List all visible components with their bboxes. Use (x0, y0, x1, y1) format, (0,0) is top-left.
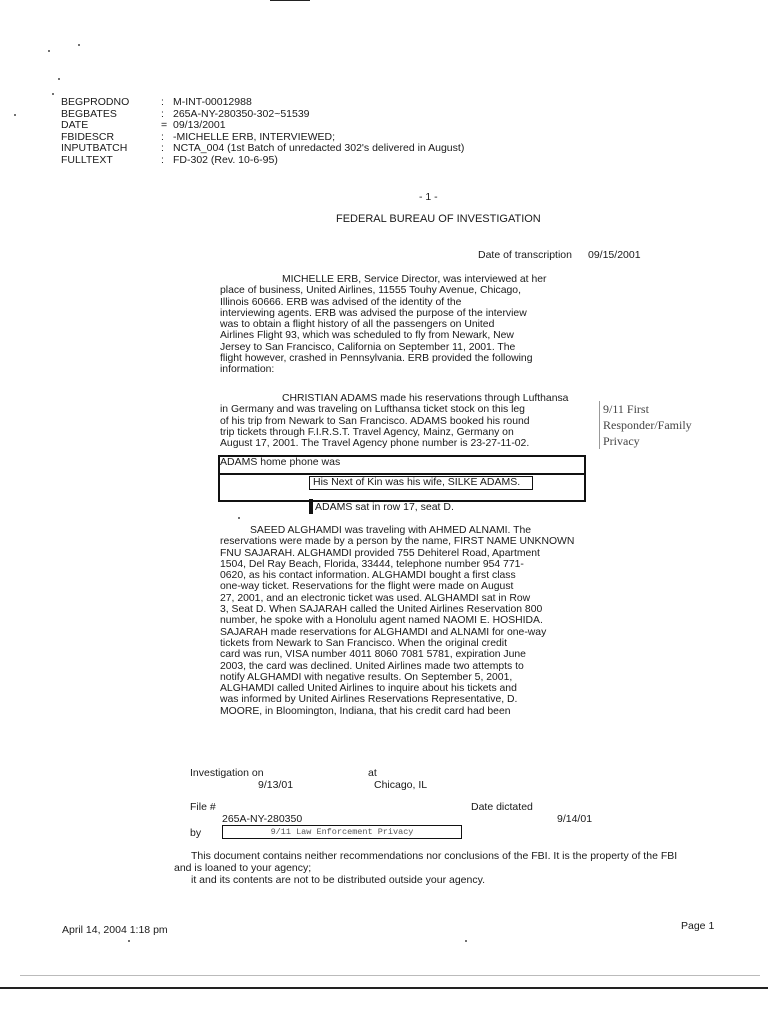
scan-speck (48, 50, 50, 52)
investigation-date: 9/13/01 (258, 779, 294, 791)
adams-seat: ADAMS sat in row 17, seat D. (315, 501, 454, 513)
redaction-box-seat (309, 499, 313, 514)
meta-value: NCTA_004 (1st Batch of unredacted 302's delivered in August) (173, 142, 465, 154)
scan-speck (52, 93, 54, 95)
file-label: File # (190, 801, 216, 813)
by-redaction (222, 825, 462, 839)
adams-next-of-kin: His Next of Kin was his wife, SILKE ADAMS. (313, 476, 521, 488)
scan-top-rule (270, 0, 310, 1)
scan-bottom-rule (20, 975, 760, 976)
meta-value: -MICHELLE ERB, INTERVIEWED; (173, 130, 336, 143)
location: Chicago, IL (374, 779, 428, 791)
scan-speck (128, 940, 130, 942)
meta-label: DATE (61, 119, 89, 131)
meta-row (61, 155, 278, 167)
paragraph-erb-interview: MICHELLE ERB, Service Director, was interviewed at her place of business, United Airlines, 11555 Touhy Avenue, Chicago, Illinois 60666. ERB was advised of the identity of the interviewing agents. ERB was advised the purpose of the interview was to obtain a flight history of all the passengers on United Airlines Flight 93, which was scheduled to fly from Newark, New Jersey to San Francisco, California on September 11, 2001. The flight however, crashed in Pennsylvania. ERB provided the following information: (220, 274, 547, 376)
print-page-number: Page 1 (681, 920, 715, 932)
meta-separator: : (161, 130, 164, 143)
scan-speck (14, 114, 16, 116)
file-number: 265A-NY-280350 (222, 813, 303, 825)
paragraph-adams: CHRISTIAN ADAMS made his reservations through Lufthansa in Germany and was traveling on Lufthansa ticket stock on this leg of his trip from Newark to San Francisco. ADAMS booked his round trip tickets through F.I.R.S.T. Travel Agency, Mainz, Germany on August 17, 2001. The Travel Agency phone number is 23-27-11-02. (220, 393, 569, 450)
scan-speck (465, 940, 467, 942)
meta-separator: : (161, 153, 164, 166)
agency-title: FEDERAL BUREAU OF INVESTIGATION (336, 213, 541, 225)
disclaimer-line: This document contains neither recommendations nor conclusions of the FBI. It is the property of the FBI (191, 850, 678, 862)
redaction-note-line: Responder/Family (603, 418, 692, 432)
transcription-date: 09/15/2001 (588, 249, 641, 261)
scan-bottom-rule (0, 987, 768, 989)
adams-home-phone: ADAMS home phone was (220, 456, 341, 468)
meta-label: BEGBATES (61, 107, 117, 120)
scan-speck (238, 517, 240, 519)
investigation-label: Investigation on (190, 767, 264, 779)
redaction-note (599, 401, 692, 449)
meta-value: 265A-NY-280350-302~51539 (173, 107, 310, 120)
print-datetime: April 14, 2004 1:18 pm (62, 924, 168, 936)
meta-separator: : (161, 96, 164, 108)
transcription-label: Date of transcription (478, 249, 572, 261)
meta-value: M-INT-00012988 (173, 96, 252, 108)
disclaimer-line: and is loaned to your agency; (174, 862, 312, 874)
paragraph-alghamdi: SAEED ALGHAMDI was traveling with AHMED ALNAMI. The reservations were made by a person by the name, FIRST NAME UNKNOWN FNU SAJARAH. ALGHAMDI provided 755 Dehiterel Road, Apartment 1504, Del Ray Beach, Florida, 33444, telephone number 954 771- 0620, as his contact information. ALGHAMDI bought a first class one-way ticket. Reservations for the flight were made on August 27, 2001, and an electronic ticket was used. ALGHAMDI sat in Row 3, Seat D. When SAJARAH called the United Airlines Reservation 800 number, he spoke with a Honolulu agent named NAOMI E. HOSHIDA. SAJARAH made reservations for ALGHAMDI and ALNAMI for one-way tickets from Newark to San Francisco. When the original credit card was run, VISA number 4011 8060 7081 5781, expiration June 2003, the card was declined. United Airlines made two attempts to notify ALGHAMDI with negative results. On September 5, 2001, ALGHAMDI called United Airlines to inquire about his tickets and was informed by United Airlines Reservations Representative, D. MOORE, in Bloomington, Indiana, that his credit card had been (220, 525, 575, 717)
meta-separator: = (161, 119, 168, 131)
by-redaction-text: 9/11 Law Enforcement Privacy (270, 827, 414, 837)
scan-speck (78, 44, 80, 46)
dictated-label: Date dictated (471, 801, 533, 813)
by-label: by (190, 827, 202, 839)
meta-separator: : (161, 107, 164, 120)
meta-label: FBIDESCR (61, 130, 115, 143)
redaction-note-line: 9/11 First (603, 402, 649, 416)
dictated-date: 9/14/01 (557, 813, 593, 825)
meta-value: 09/13/2001 (173, 119, 226, 131)
meta-label: FULLTEXT (61, 153, 113, 166)
meta-separator: : (161, 142, 164, 154)
at-label: at (368, 767, 377, 779)
meta-label: BEGPRODNO (61, 96, 130, 108)
page-marker: - 1 - (419, 191, 438, 203)
meta-value: FD-302 (Rev. 10-6-95) (173, 153, 278, 166)
redaction-note-line: Privacy (603, 434, 640, 448)
meta-label: INPUTBATCH (61, 142, 128, 154)
disclaimer-line: it and its contents are not to be distributed outside your agency. (191, 874, 485, 886)
scan-speck (58, 78, 60, 80)
